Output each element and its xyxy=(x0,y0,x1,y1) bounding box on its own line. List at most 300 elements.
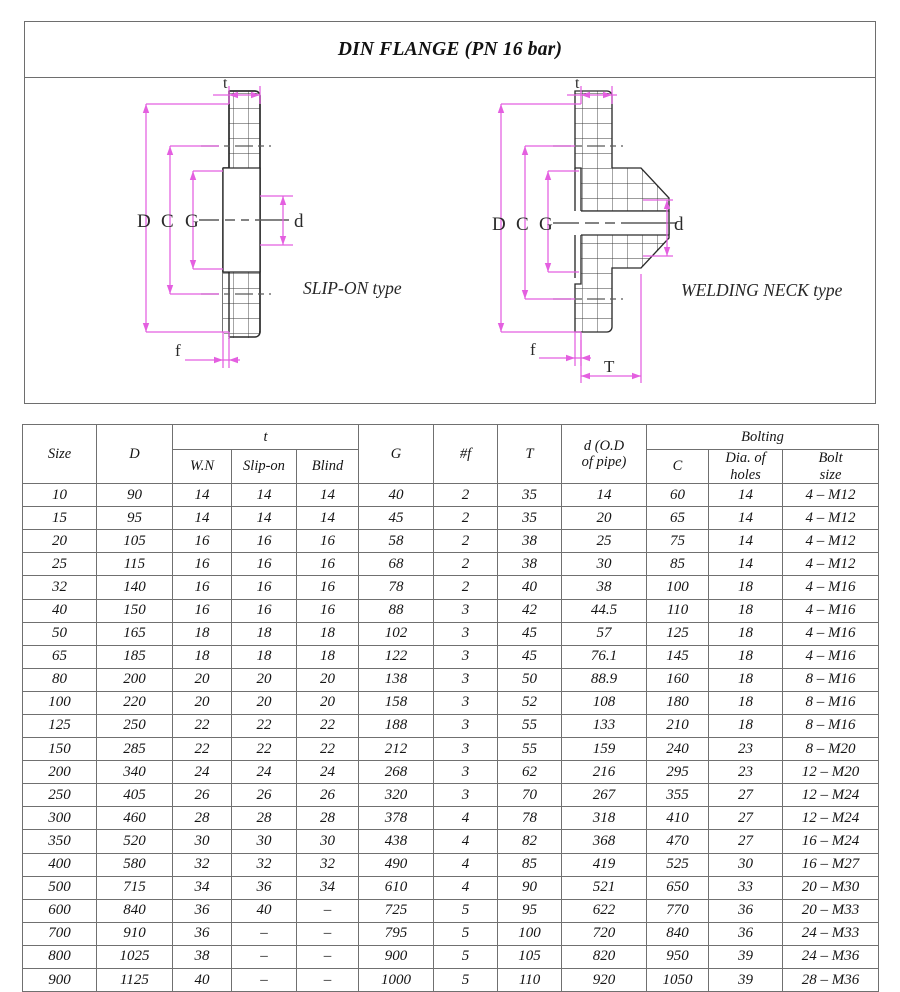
cell-d: 405 xyxy=(97,784,173,807)
cell-d: 460 xyxy=(97,807,173,830)
cell-size: 400 xyxy=(23,853,97,876)
cell-size: 50 xyxy=(23,622,97,645)
cell-blind: 24 xyxy=(297,761,359,784)
cell-bolt-size: 8 – M16 xyxy=(783,691,879,714)
page-title: DIN FLANGE (PN 16 bar) xyxy=(337,38,563,60)
table-row xyxy=(23,922,879,945)
col-header-hash-f: #f xyxy=(434,425,498,484)
cell-c: 75 xyxy=(647,530,709,553)
cell-blind: 18 xyxy=(297,645,359,668)
cell-c: 355 xyxy=(647,784,709,807)
cell-g: 795 xyxy=(359,922,434,945)
col-header-t-big: T xyxy=(498,425,562,484)
cell-slip-on: 26 xyxy=(232,784,297,807)
dim-label-d: d xyxy=(294,211,304,232)
cell-c: 60 xyxy=(647,484,709,507)
cell-hash-f: 4 xyxy=(434,853,498,876)
cell-t: 38 xyxy=(498,530,562,553)
cell-t: 105 xyxy=(498,945,562,968)
cell-dia-holes: 33 xyxy=(709,876,783,899)
cell-dia-holes: 18 xyxy=(709,691,783,714)
col-header-blind: Blind xyxy=(297,450,359,484)
cell-bolt-size: 24 – M36 xyxy=(783,945,879,968)
col-header-d-od-line2: of pipe) xyxy=(581,454,627,471)
cell-wn: 28 xyxy=(173,807,232,830)
cell-bolt-size: 20 – M33 xyxy=(783,899,879,922)
cell-wn: 18 xyxy=(173,622,232,645)
cell-wn: 24 xyxy=(173,761,232,784)
cell-hash-f: 3 xyxy=(434,668,498,691)
cell-g: 1000 xyxy=(359,969,434,992)
cell-slip-on: 20 xyxy=(232,691,297,714)
cell-g: 138 xyxy=(359,668,434,691)
welding-neck-flange-drawing xyxy=(477,78,877,403)
cell-blind: – xyxy=(297,899,359,922)
cell-g: 88 xyxy=(359,599,434,622)
cell-dia-holes: 36 xyxy=(709,899,783,922)
cell-g: 122 xyxy=(359,645,434,668)
cell-d: 200 xyxy=(97,668,173,691)
cell-bolt-size: 16 – M24 xyxy=(783,830,879,853)
cell-c: 160 xyxy=(647,668,709,691)
cell-hash-f: 3 xyxy=(434,645,498,668)
cell-size: 25 xyxy=(23,553,97,576)
flange-body xyxy=(223,91,260,339)
cell-hash-f: 4 xyxy=(434,830,498,853)
slip-on-flange-drawing xyxy=(113,78,443,403)
cell-dia-holes: 14 xyxy=(709,530,783,553)
flange-dimension-table xyxy=(22,424,879,992)
table-row xyxy=(23,576,879,599)
cell-size: 900 xyxy=(23,969,97,992)
cell-dia-holes: 14 xyxy=(709,507,783,530)
cell-wn: 22 xyxy=(173,714,232,737)
cell-t: 100 xyxy=(498,922,562,945)
cell-blind: 18 xyxy=(297,622,359,645)
cell-size: 32 xyxy=(23,576,97,599)
cell-t: 35 xyxy=(498,507,562,530)
cell-blind: 26 xyxy=(297,784,359,807)
cell-size: 15 xyxy=(23,507,97,530)
cell-d: 150 xyxy=(97,599,173,622)
dim-label-t: t xyxy=(575,78,580,92)
col-group-header-bolting: Bolting xyxy=(647,425,879,450)
dim-label-G: G xyxy=(185,211,199,232)
cell-c: 65 xyxy=(647,507,709,530)
dim-label-G: G xyxy=(539,214,553,235)
cell-t: 50 xyxy=(498,668,562,691)
cell-blind: 30 xyxy=(297,830,359,853)
dim-label-D: D xyxy=(137,211,151,232)
cell-blind: 28 xyxy=(297,807,359,830)
cell-hash-f: 3 xyxy=(434,761,498,784)
cell-hash-f: 3 xyxy=(434,599,498,622)
cell-d: 1025 xyxy=(97,945,173,968)
col-header-bolt-size-line1: Bolt xyxy=(818,450,843,466)
cell-bolt-size: 4 – M12 xyxy=(783,530,879,553)
cell-g: 725 xyxy=(359,899,434,922)
cell-d-od: 419 xyxy=(562,853,647,876)
cell-d: 340 xyxy=(97,761,173,784)
cell-wn: 22 xyxy=(173,738,232,761)
cell-d: 520 xyxy=(97,830,173,853)
cell-slip-on: 30 xyxy=(232,830,297,853)
col-header-dia-holes-line2: holes xyxy=(730,466,761,483)
cell-c: 110 xyxy=(647,599,709,622)
cell-blind: 20 xyxy=(297,668,359,691)
cell-g: 45 xyxy=(359,507,434,530)
table-row xyxy=(23,599,879,622)
cell-d-od: 622 xyxy=(562,899,647,922)
cell-blind: 34 xyxy=(297,876,359,899)
cell-slip-on: 24 xyxy=(232,761,297,784)
cell-wn: 36 xyxy=(173,922,232,945)
figure-caption-slip-on: SLIP-ON type xyxy=(303,278,402,298)
table-row xyxy=(23,761,879,784)
col-header-slip-on: Slip-on xyxy=(232,450,297,484)
cell-slip-on: 20 xyxy=(232,668,297,691)
cell-bolt-size: 4 – M16 xyxy=(783,599,879,622)
drawing-panel xyxy=(24,21,876,404)
cell-size: 500 xyxy=(23,876,97,899)
cell-slip-on: 16 xyxy=(232,553,297,576)
cell-c: 240 xyxy=(647,738,709,761)
cell-hash-f: 3 xyxy=(434,714,498,737)
cell-g: 900 xyxy=(359,945,434,968)
cell-size: 100 xyxy=(23,691,97,714)
cell-g: 158 xyxy=(359,691,434,714)
cell-hash-f: 5 xyxy=(434,922,498,945)
dim-label-D: D xyxy=(492,214,506,235)
cell-d-od: 318 xyxy=(562,807,647,830)
cell-bolt-size: 8 – M16 xyxy=(783,714,879,737)
cell-wn: 40 xyxy=(173,969,232,992)
cell-wn: 14 xyxy=(173,507,232,530)
cell-blind: 16 xyxy=(297,576,359,599)
cell-d: 95 xyxy=(97,507,173,530)
cell-wn: 14 xyxy=(173,484,232,507)
cell-hash-f: 5 xyxy=(434,945,498,968)
cell-bolt-size: 4 – M16 xyxy=(783,576,879,599)
cell-d-od: 25 xyxy=(562,530,647,553)
table-row xyxy=(23,738,879,761)
cell-c: 100 xyxy=(647,576,709,599)
table-row xyxy=(23,622,879,645)
cell-hash-f: 2 xyxy=(434,553,498,576)
cell-g: 102 xyxy=(359,622,434,645)
cell-g: 610 xyxy=(359,876,434,899)
cell-slip-on: 32 xyxy=(232,853,297,876)
cell-dia-holes: 18 xyxy=(709,714,783,737)
cell-d-od: 267 xyxy=(562,784,647,807)
cell-size: 800 xyxy=(23,945,97,968)
cell-blind: 14 xyxy=(297,507,359,530)
cell-bolt-size: 8 – M20 xyxy=(783,738,879,761)
cell-hash-f: 4 xyxy=(434,807,498,830)
cell-slip-on: 22 xyxy=(232,738,297,761)
table-row xyxy=(23,668,879,691)
cell-dia-holes: 23 xyxy=(709,738,783,761)
cell-slip-on: 18 xyxy=(232,645,297,668)
cell-blind: 14 xyxy=(297,484,359,507)
cell-g: 212 xyxy=(359,738,434,761)
cell-slip-on: – xyxy=(232,969,297,992)
header-row-top xyxy=(23,425,879,450)
cell-t: 95 xyxy=(498,899,562,922)
cell-d: 580 xyxy=(97,853,173,876)
cell-slip-on: 14 xyxy=(232,484,297,507)
cell-blind: 16 xyxy=(297,553,359,576)
cell-blind: 20 xyxy=(297,691,359,714)
col-header-d-od xyxy=(562,425,647,484)
cell-d-od: 88.9 xyxy=(562,668,647,691)
cell-t: 78 xyxy=(498,807,562,830)
cell-bolt-size: 4 – M12 xyxy=(783,553,879,576)
col-group-header-t: t xyxy=(173,425,359,450)
cell-wn: 36 xyxy=(173,899,232,922)
cell-hash-f: 3 xyxy=(434,691,498,714)
cell-g: 320 xyxy=(359,784,434,807)
cell-bolt-size: 12 – M24 xyxy=(783,784,879,807)
cell-hash-f: 5 xyxy=(434,969,498,992)
cell-t: 90 xyxy=(498,876,562,899)
cell-size: 65 xyxy=(23,645,97,668)
cell-slip-on: 28 xyxy=(232,807,297,830)
cell-d-od: 820 xyxy=(562,945,647,968)
cell-hash-f: 3 xyxy=(434,738,498,761)
dim-label-t: t xyxy=(223,78,228,92)
cell-t: 85 xyxy=(498,853,562,876)
cell-slip-on: 40 xyxy=(232,899,297,922)
cell-d: 840 xyxy=(97,899,173,922)
col-header-wn: W.N xyxy=(173,450,232,484)
cell-hash-f: 2 xyxy=(434,507,498,530)
col-header-dia-holes xyxy=(709,450,783,484)
cell-c: 770 xyxy=(647,899,709,922)
cell-wn: 18 xyxy=(173,645,232,668)
cell-c: 145 xyxy=(647,645,709,668)
cell-d: 105 xyxy=(97,530,173,553)
table-row xyxy=(23,807,879,830)
cell-d-od: 30 xyxy=(562,553,647,576)
cell-size: 80 xyxy=(23,668,97,691)
col-header-size: Size xyxy=(23,425,97,484)
cell-c: 950 xyxy=(647,945,709,968)
cell-bolt-size: 28 – M36 xyxy=(783,969,879,992)
cell-d: 185 xyxy=(97,645,173,668)
cell-size: 700 xyxy=(23,922,97,945)
cell-slip-on: – xyxy=(232,945,297,968)
cell-d-od: 20 xyxy=(562,507,647,530)
col-header-dia-holes-line1: Dia. of xyxy=(725,450,766,466)
cell-c: 410 xyxy=(647,807,709,830)
col-header-bolt-size-line2: size xyxy=(819,466,842,483)
cell-bolt-size: 4 – M12 xyxy=(783,507,879,530)
cell-c: 85 xyxy=(647,553,709,576)
cell-wn: 20 xyxy=(173,668,232,691)
dim-label-f: f xyxy=(175,341,181,360)
col-header-d: D xyxy=(97,425,173,484)
table-row xyxy=(23,714,879,737)
dim-label-f: f xyxy=(530,340,536,359)
cell-d-od: 216 xyxy=(562,761,647,784)
cell-bolt-size: 12 – M24 xyxy=(783,807,879,830)
cell-t: 45 xyxy=(498,622,562,645)
cell-dia-holes: 36 xyxy=(709,922,783,945)
cell-bolt-size: 4 – M16 xyxy=(783,622,879,645)
cell-t: 52 xyxy=(498,691,562,714)
cell-d-od: 14 xyxy=(562,484,647,507)
cell-d-od: 159 xyxy=(562,738,647,761)
dim-label-C: C xyxy=(161,211,174,232)
table-body xyxy=(23,484,879,992)
cell-dia-holes: 18 xyxy=(709,668,783,691)
cell-bolt-size: 12 – M20 xyxy=(783,761,879,784)
cell-t: 55 xyxy=(498,738,562,761)
cell-g: 68 xyxy=(359,553,434,576)
table-row xyxy=(23,784,879,807)
cell-bolt-size: 4 – M12 xyxy=(783,484,879,507)
cell-bolt-size: 20 – M30 xyxy=(783,876,879,899)
cell-dia-holes: 18 xyxy=(709,599,783,622)
cell-size: 40 xyxy=(23,599,97,622)
cell-d: 115 xyxy=(97,553,173,576)
cell-wn: 16 xyxy=(173,576,232,599)
col-header-g: G xyxy=(359,425,434,484)
cell-blind: 22 xyxy=(297,738,359,761)
cell-wn: 26 xyxy=(173,784,232,807)
table-row xyxy=(23,969,879,992)
cell-t: 82 xyxy=(498,830,562,853)
cell-d-od: 57 xyxy=(562,622,647,645)
figure-caption-welding-neck: WELDING NECK type xyxy=(681,280,843,300)
cell-g: 40 xyxy=(359,484,434,507)
cell-wn: 20 xyxy=(173,691,232,714)
cell-blind: 22 xyxy=(297,714,359,737)
cell-t: 42 xyxy=(498,599,562,622)
cell-t: 55 xyxy=(498,714,562,737)
cell-d-od: 920 xyxy=(562,969,647,992)
cell-size: 300 xyxy=(23,807,97,830)
cell-d: 250 xyxy=(97,714,173,737)
cell-dia-holes: 18 xyxy=(709,576,783,599)
cell-blind: 32 xyxy=(297,853,359,876)
cell-c: 525 xyxy=(647,853,709,876)
cell-size: 125 xyxy=(23,714,97,737)
table-row xyxy=(23,530,879,553)
cell-c: 650 xyxy=(647,876,709,899)
cell-dia-holes: 14 xyxy=(709,484,783,507)
cell-t: 70 xyxy=(498,784,562,807)
cell-hash-f: 2 xyxy=(434,576,498,599)
cell-size: 600 xyxy=(23,899,97,922)
dim-label-d: d xyxy=(674,214,684,235)
cell-g: 78 xyxy=(359,576,434,599)
cell-t: 35 xyxy=(498,484,562,507)
cell-d-od: 38 xyxy=(562,576,647,599)
cell-d: 165 xyxy=(97,622,173,645)
cell-wn: 34 xyxy=(173,876,232,899)
cell-dia-holes: 23 xyxy=(709,761,783,784)
cell-wn: 30 xyxy=(173,830,232,853)
cell-slip-on: 22 xyxy=(232,714,297,737)
cell-blind: 16 xyxy=(297,599,359,622)
col-header-c: C xyxy=(647,450,709,484)
cell-bolt-size: 16 – M27 xyxy=(783,853,879,876)
cell-d: 90 xyxy=(97,484,173,507)
cell-slip-on: 16 xyxy=(232,576,297,599)
cell-d-od: 133 xyxy=(562,714,647,737)
cell-d-od: 76.1 xyxy=(562,645,647,668)
cell-hash-f: 2 xyxy=(434,484,498,507)
table-row xyxy=(23,945,879,968)
cell-slip-on: 14 xyxy=(232,507,297,530)
cell-d: 220 xyxy=(97,691,173,714)
cell-c: 470 xyxy=(647,830,709,853)
cell-blind: – xyxy=(297,969,359,992)
cell-dia-holes: 27 xyxy=(709,830,783,853)
cell-g: 58 xyxy=(359,530,434,553)
cell-hash-f: 3 xyxy=(434,622,498,645)
table-row xyxy=(23,484,879,507)
flange-body xyxy=(575,91,669,332)
cell-t: 40 xyxy=(498,576,562,599)
cell-hash-f: 3 xyxy=(434,784,498,807)
table-row xyxy=(23,853,879,876)
cell-size: 350 xyxy=(23,830,97,853)
cell-bolt-size: 24 – M33 xyxy=(783,922,879,945)
table-row xyxy=(23,899,879,922)
cell-c: 840 xyxy=(647,922,709,945)
cell-c: 180 xyxy=(647,691,709,714)
cell-size: 20 xyxy=(23,530,97,553)
cell-d-od: 720 xyxy=(562,922,647,945)
cell-wn: 16 xyxy=(173,530,232,553)
cell-d: 1125 xyxy=(97,969,173,992)
cell-size: 150 xyxy=(23,738,97,761)
cell-g: 268 xyxy=(359,761,434,784)
title-bar xyxy=(25,22,875,78)
table-row xyxy=(23,645,879,668)
cell-blind: – xyxy=(297,922,359,945)
cell-c: 125 xyxy=(647,622,709,645)
cell-t: 45 xyxy=(498,645,562,668)
cell-c: 295 xyxy=(647,761,709,784)
dim-label-T: T xyxy=(604,357,615,376)
cell-t: 110 xyxy=(498,969,562,992)
table-row xyxy=(23,691,879,714)
cell-slip-on: 16 xyxy=(232,530,297,553)
cell-d: 715 xyxy=(97,876,173,899)
cell-dia-holes: 39 xyxy=(709,945,783,968)
cell-wn: 32 xyxy=(173,853,232,876)
cell-t: 38 xyxy=(498,553,562,576)
cell-slip-on: 36 xyxy=(232,876,297,899)
cell-d: 140 xyxy=(97,576,173,599)
cell-dia-holes: 27 xyxy=(709,784,783,807)
cell-g: 490 xyxy=(359,853,434,876)
cell-hash-f: 2 xyxy=(434,530,498,553)
cell-dia-holes: 27 xyxy=(709,807,783,830)
cell-hash-f: 4 xyxy=(434,876,498,899)
cell-wn: 38 xyxy=(173,945,232,968)
table-row xyxy=(23,876,879,899)
cell-size: 10 xyxy=(23,484,97,507)
cell-bolt-size: 4 – M16 xyxy=(783,645,879,668)
cell-dia-holes: 14 xyxy=(709,553,783,576)
cell-c: 1050 xyxy=(647,969,709,992)
cell-dia-holes: 30 xyxy=(709,853,783,876)
